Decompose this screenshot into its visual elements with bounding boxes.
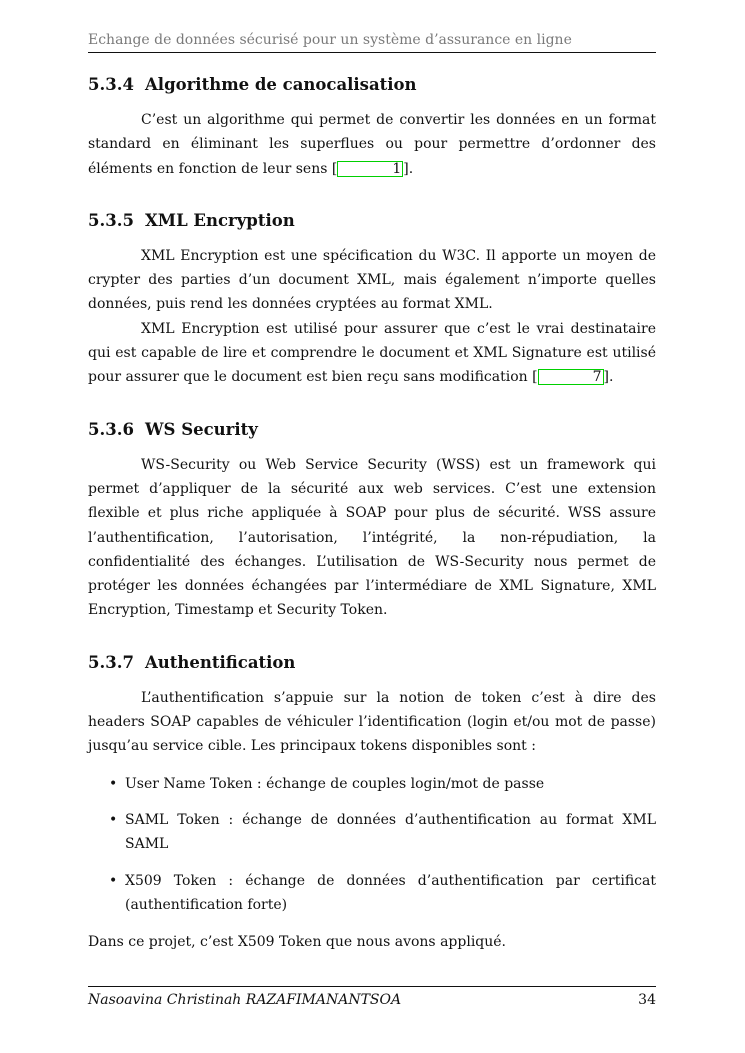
section-heading-5-3-4 <box>88 73 656 97</box>
section-heading-5-3-5 <box>88 209 656 233</box>
bullet-icon: • <box>109 811 118 828</box>
section-number: 5.3.5 <box>88 210 134 230</box>
closing-paragraph: Dans ce projet, c’est X509 Token que nous avons appliqué. <box>88 934 507 951</box>
paragraph: WS-Security ou Web Service Security (WSS) est un framework qui permet d’appliquer de la sécurité aux web services. C’est une extension flexible et plus riche appliquée à SOAP pour plus de sécurité. WSS assure l’authentification, l’autorisation, l’intégrité, la non-répudiation, la confidentialité des échanges. L’utilisation de WS-Security nous permet de protéger les données échangées par l’intermédiare de XML Signature, XML Encryption, Timestamp et Security Token. <box>88 456 656 619</box>
author-name: Nasoavina Christinah RAZAFIMANANTSOA <box>88 992 402 1008</box>
list-item: • User Name Token : échange de couples login/mot de passe <box>88 772 656 796</box>
section-heading-5-3-6 <box>88 418 656 442</box>
section-number: 5.3.4 <box>88 75 134 94</box>
page-body <box>88 70 656 954</box>
section-title: XML Encryption <box>145 210 295 230</box>
citation-link[interactable]: 1 <box>337 161 403 177</box>
bullet-icon: • <box>109 775 118 792</box>
page-number: 34 <box>638 992 656 1008</box>
paragraph: C’est un algorithme qui permet de convertir les données en un format standard en éliminant les superflues ou pour permettre d’ordonner des éléments en fonction de leur sens [ 1 ]. <box>88 112 656 177</box>
section-title: Algorithme de canocalisation <box>145 75 417 94</box>
section-number: 5.3.7 <box>88 652 134 672</box>
paragraph: XML Encryption est utilisé pour assurer que c’est le vrai destinataire qui est capable de lire et comprendre le document et XML Signature est utilisé pour assurer que le document est bien reçu sans modification [ 7 ]. <box>88 320 656 386</box>
citation-link[interactable]: 7 <box>538 369 604 385</box>
list-item: • X509 Token : échange de données d’authentification par certificat (authentification forte) <box>88 869 656 918</box>
paragraph: XML Encryption est une spécification du W3C. Il apporte un moyen de crypter des parties d’un document XML, mais également n’importe quelles données, puis rend les données cryptées au format XML. <box>88 247 656 313</box>
running-header: Echange de données sécurisé pour un système d’assurance en ligne <box>88 31 656 53</box>
section-title: Authentification <box>145 652 296 672</box>
page-footer <box>88 986 656 1009</box>
token-list <box>88 772 656 917</box>
bullet-icon: • <box>109 872 118 889</box>
paragraph: L’authentification s’appuie sur la notion de token c’est à dire des headers SOAP capables de véhiculer l’identification (login et/ou mot de passe) jusqu’au service cible. Les principaux tokens disponibles sont : <box>88 689 656 755</box>
section-heading-5-3-7 <box>88 651 656 675</box>
list-item: • SAML Token : échange de données d’authentification au format XML SAML <box>88 808 656 857</box>
section-title: WS Security <box>145 419 258 439</box>
section-number: 5.3.6 <box>88 419 134 439</box>
